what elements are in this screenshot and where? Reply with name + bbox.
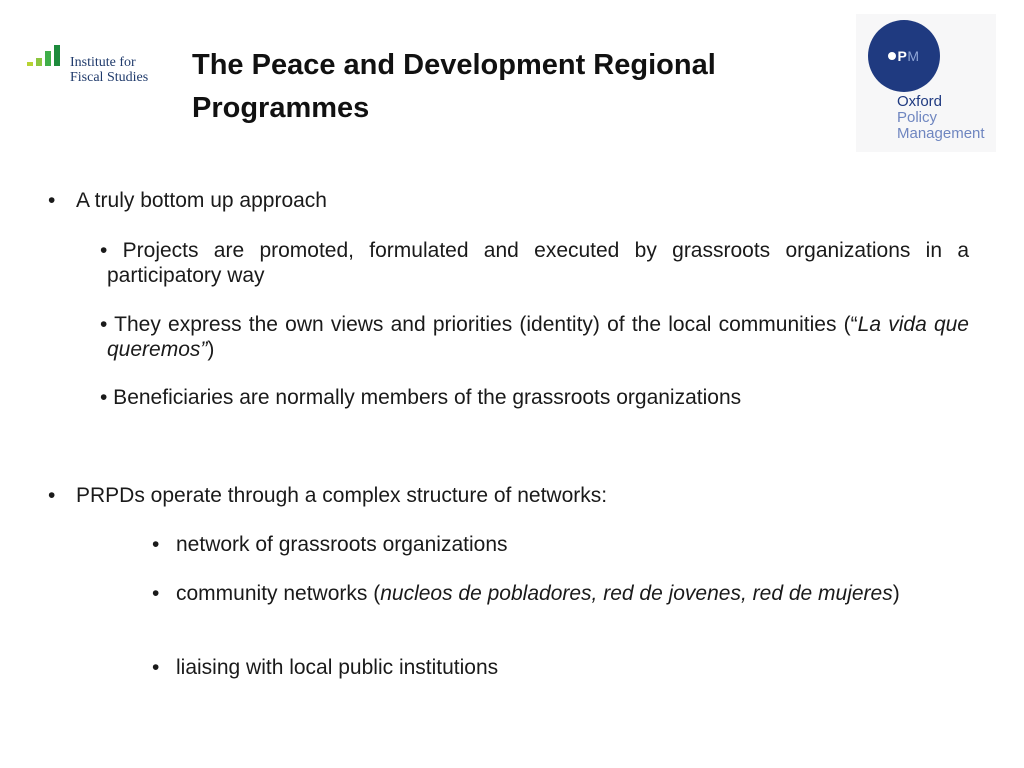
slide-title-line1: The Peace and Development Regional bbox=[192, 49, 716, 81]
list-item-text-after: ) bbox=[892, 582, 900, 605]
slide-title-line2: Programmes bbox=[192, 92, 370, 124]
section2-heading-text: PRPDs operate through a complex structure of networks: bbox=[76, 484, 608, 507]
bullet: • bbox=[152, 582, 160, 605]
ifs-logo-line1: Institute for bbox=[70, 55, 136, 70]
list-item bbox=[100, 312, 969, 362]
opm-mark-p: P bbox=[897, 48, 908, 64]
list-item-text: • Projects are promoted, formulated and executed by grassroots organizations in a participatory way bbox=[100, 239, 969, 287]
list-item-italic: La vida que queremos” bbox=[107, 313, 969, 361]
bullet: • bbox=[48, 484, 56, 507]
bullet: • bbox=[152, 656, 160, 679]
list-item bbox=[152, 532, 969, 557]
list-item-text: liaising with local public institutions bbox=[176, 656, 499, 679]
opm-logo-line3: Management bbox=[897, 125, 985, 142]
bullet: • bbox=[152, 533, 160, 556]
list-item-text: community networks ( bbox=[176, 582, 381, 605]
list-item-italic: nucleos de pobladores, red de jovenes, red de mujeres bbox=[380, 582, 893, 605]
list-item-text: • Beneficiaries are normally members of the grassroots organizations bbox=[100, 386, 742, 409]
list-item bbox=[100, 385, 969, 410]
list-item bbox=[152, 581, 969, 606]
list-item-text: network of grassroots organizations bbox=[176, 533, 508, 556]
bullet: • bbox=[48, 189, 56, 212]
ifs-logo-line2: Fiscal Studies bbox=[70, 70, 149, 85]
section1-heading-text: A truly bottom up approach bbox=[76, 189, 327, 212]
opm-logo-line2: Policy bbox=[897, 109, 938, 126]
opm-logo-line1: Oxford bbox=[897, 93, 943, 110]
list-item-text: • They express the own views and priorities (identity) of the local communities (“ bbox=[100, 313, 858, 336]
opm-mark-m: M bbox=[907, 48, 920, 64]
list-item-text-wrap bbox=[176, 581, 969, 606]
list-item bbox=[100, 238, 969, 288]
list-item bbox=[152, 655, 969, 680]
list-item-text-after: ) bbox=[207, 338, 215, 361]
